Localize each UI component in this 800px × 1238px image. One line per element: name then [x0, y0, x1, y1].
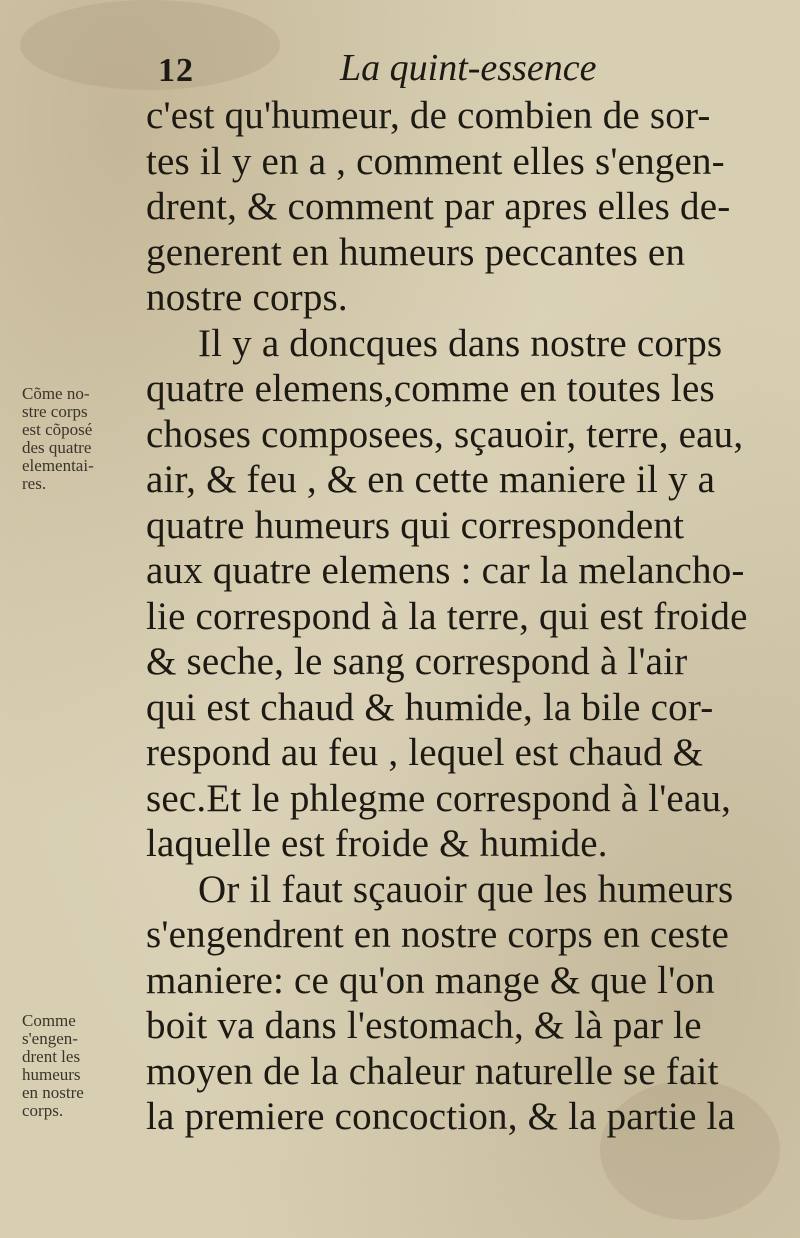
text-line: maniere: ce qu'on mange & que l'on: [146, 958, 715, 1002]
margin-note-line: stre corps: [22, 402, 88, 421]
text-line: tes il y en a , comment elles s'engen-: [146, 139, 725, 183]
text-line: generent en humeurs peccantes en: [146, 230, 686, 274]
text-line: qui est chaud & humide, la bile cor-: [146, 685, 714, 729]
margin-note-line: Comme: [22, 1011, 76, 1030]
text-line: c'est qu'humeur, de combien de sor-: [146, 94, 711, 137]
text-line: respond au feu , lequel est chaud &: [146, 731, 704, 774]
margin-note-line: drent les: [22, 1047, 81, 1066]
margin-note-line: Cõme no-: [22, 384, 90, 403]
text-line: air, & feu , & en cette maniere il y a: [146, 458, 716, 501]
text-line: nostre corps.: [146, 276, 348, 319]
text-line: lie correspond à la terre, qui est froide: [146, 594, 748, 638]
text-line: la premiere concoction, & la partie la: [146, 1095, 736, 1138]
text-line: boit va dans l'estomach, & là par le: [146, 1004, 702, 1047]
margin-note-line: s'engen-: [22, 1029, 78, 1048]
margin-note-line: corps.: [22, 1101, 64, 1120]
margin-note-humors: [22, 1012, 84, 1120]
text-line: drent, & comment par apres elles de-: [146, 185, 731, 228]
margin-note-line: humeurs: [22, 1065, 81, 1084]
margin-note-line: est cõposé: [22, 420, 93, 439]
margin-note-elements: [22, 385, 94, 493]
page-header: [150, 44, 730, 92]
text-line: aux quatre elemens : car la melancho-: [146, 549, 745, 592]
text-line: choses composees, sçauoir, terre, eau,: [146, 412, 744, 456]
margin-note-line: des quatre: [22, 438, 92, 457]
text-line: moyen de la chaleur naturelle se fait: [146, 1049, 719, 1093]
text-line: laquelle est froide & humide.: [146, 822, 608, 865]
page-number: 12: [158, 52, 194, 89]
margin-note-line: res.: [22, 474, 47, 493]
body-text: [146, 93, 746, 1140]
text-line: Il y a doncques dans nostre corps: [198, 321, 723, 365]
margin-note-line: en nostre: [22, 1083, 84, 1102]
running-title: La quint-essence: [340, 47, 597, 89]
margin-note-line: elementai-: [22, 456, 94, 475]
text-line: sec.Et le phlegme correspond à l'eau,: [146, 776, 732, 820]
text-line: quatre elemens,comme en toutes les: [146, 367, 715, 410]
text-line: Or il faut sçauoir que les humeurs: [198, 867, 734, 911]
text-line: s'engendrent en nostre corps en ceste: [146, 913, 729, 956]
text-line: & seche, le sang correspond à l'air: [146, 640, 688, 683]
text-line: quatre humeurs qui correspondent: [146, 503, 685, 547]
